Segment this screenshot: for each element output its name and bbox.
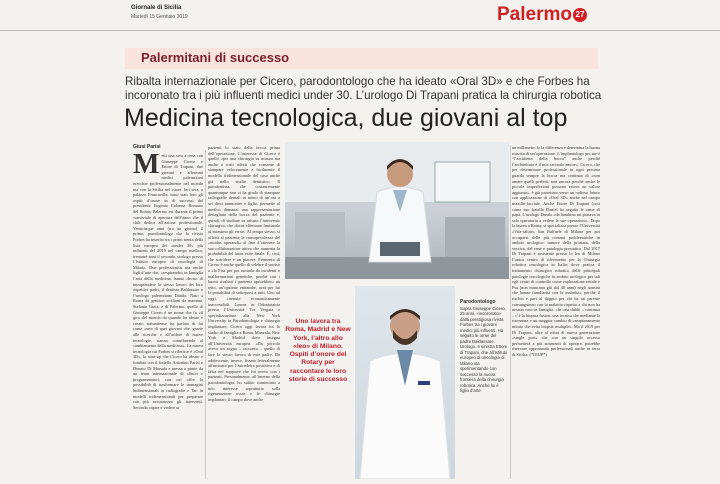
drop-cap: M (133, 153, 160, 180)
column-1-text: etti una sera a cena con Giuseppe Cicero e Ettore di Trapani, due giovani e affermati medici palermitani orecchie professionalmente nel mondo ma con la Sicilia nel cuore. Ieri sera, a palazzo Francavilla, sono stati loro gli ospiti d’onore in di successi del presidente Eugenio Colonna Romano del Rotary Palermo est durante il prima conviviale di apertura dell’anno che il club dedica all’azione professionale. Venticinque anni (tra un giorno) il primo, parodontologo che la rivista Forbes ha inserito tra i primi trenta della lista europea dei «under 30» più influenti del 2019 nel campo medico; trentatré anni il secondo, urologo presso l’Istituto europeo di oncologia di Milano. Due professionisti ma anche figli d’arte che, «respirando» in famiglia l’aria della medicina, hanno deciso di intraprendere lo stesso lavoro dei loro rispettivi padri, il dentista Baldassare e l’urologo palermitano Danilo. Nato a Roma da genitori siciliani da mamma, Stefania Gioia, e di Palermo, quello di Giuseppe Cicero è un nome che fa «il giro del mondo da quando ha ideato e creato statunitense ha parlato di lui come «uno di quei giovani che, grazie alle ricerche e all’ardore di nuove tecnologie, stanno contribuendo al cambiamento della medicina». La nuova tecnologia cui Forbes si riferisce è «Oral 3D», la start-up che Cicero ha ideato e fondato con il fratello Antonino Parisi e Donato Di Marsala e messa a punto da un team internazionale di clinici e programmatori; con cui offre la possibilità di trasformare le immagini bidimensionali in radiografie e Tac in modelli tridimensionali per preparare con più accuratezza gli interventi. Secondo capire e vedere ai (133, 153, 203, 410)
masthead (0, 0, 720, 31)
issue-date: Martedì 15 Gennaio 2019 (131, 14, 188, 20)
author-byline: Giusi Parisi (133, 144, 161, 150)
caption-text: Sopra Giuseppe Cicero, 25 anni, «incoronato» dalla prestigiosa rivista Forbes tra i giovani medici più influenti. Ha seguito le orme del padre Baldassare. Urologo. A sinistra Ettore di Trapani, che all’Istituto europeo di oncologia di Milano sta sperimentando con successo la nuova frontiera della chirurgia robotica. Anche lui è figlio d’arte (460, 305, 508, 393)
article-subhead: Ribalta internazionale per Cicero, parodontologo che ha ideato «Oral 3D» e che Forbes ha incoronato tra i più influenti medici under 30. L’urologo Di Trapani pratica la chirurgia robotica (125, 75, 602, 102)
photo-di-trapani-illustration (355, 286, 455, 479)
article-column-3: un millimetro fa la differenza e determina la buona riuscita di un’operazione. L’implantologo per me è “l’architetto della bocca” anche perché l’architettura è il mio secondo amore». Cicero, che per determinare professionale in ogni persona guarda sempre la bocca ma continua di «non amare quelli perfetti, non ancora perché anche le piccole imperfezioni possono essere un valore aggiunto», è già proiettato verso un radioso futuro con applicazione di «Oral 3D» anche nel campo maxillo-facciale. Anche Ettore Di Trapani (così come suo fratello Daniel ha seguito le orme di papà. L’urologo Danilo «da bambino mi portava in sala operatoria a vedere le sue operazioni». Dopo la laurea a Roma, si specializza presso l’Università «Vita-salute» San Raffaele di Milano per poi occuparsi delle più comuni problematiche in ambito urologico: tumore della prostata, della vescica, del rene e patologia prostatica. Dal 2017 Di Trapani è assistente presso lo Ieo di Milano l’unico centro di riferimento per la Chirurgia robotica oncologica in Italia: dove pratica il trattamento chirurgico robotico delle principali patologie oncologiche in ambito urologico per tali egli centri di controllo come esplorazione rettale e Psa (non mancano già dal 40 anni) negli uomini che hanno familiarità con la malattia», perché il rischio e pari al doppio per chi ha un parente consanguineo con la malattia rispetto a chi non ha nessun caso in famiglia. «In casi dubbi – continua – c’è la biopsia fusion, una tecnica che mediante la risonanza e un maggior cambio di campionamento mirato che evita biopsie multiple». Ma il 2019 per Di Trapani, oltre al robot di nuova generazione «single port» che con un singolo accesso permetterà a più strumenti di operare, potrebbe riservare opportunità professionali anche in terra di Sicilia. (*GIUP*) (512, 145, 600, 357)
article-column-2: pazienti lo stato della bocca prima dell’operazione. L’interesse di Cicero è quello «per una chirurgia su misura ma anche a costi ridotti che consente di stampare velocemente e facilmente il modello tridimensionale del caso anche già nello studio dentistico. Il parodontista, che costantemente quantunque non ci ha giudo di stampare radiografie dentali in meno di un’ora a sei dieci ammonire e figlio, permette al medico dinnanzi una rappresentazione dettagliata della bocca del paziente e, quindi, di studiare su misura l’intervento chirurgico che dovrà effettuare limitando al massimo gli errori. Al tempo stesso, si offrirà al paziente la consapevolezza del «modus operandi» al fine d’ottenere la sua collaborazione attiva che aumenta la probabilità del buon esito finale. È, così, che sorridere e un piacere. Fermento di Cicero è anche quello di celebre il sorriso a «la Pisa per poi ruotarla da incidenti o malformazioni genetiche, perché con i buoni risultati i pazienti aprirebbero un tetto, un’opzione entrambe, avrà per lui la possibilità di sottoporsi a tutti. Uno ad oggi, ritenute economicamente inaccessibili. Laurea in Odontoiatria presso l’Università Tor Vergata e specializzazione alla New York University in Parodontologia e chirurgia implantare, Cicero oggi lavora tra lo studio di famiglia a Roma, Manzala, New York e Madrid dove insegna all’Università europea. «Da piccolo avevo un sogno – racconta – quello di fare lo stesso lavoro di mio padre. Da adolescente, invece, fissato letteralmente affascinato per l’astrodeira posititiva e di falsa nel supporre che fui avevo con i pazienti. Personalmente, all’interno della parodontologia, ho subito cominciato a mio interesse soprattutto sulla rigenerazione ossea e le chirurgie implantari, il campo dove anche (208, 145, 280, 402)
article-column-1 (133, 153, 203, 479)
section-title: Palermo (497, 4, 572, 25)
page-number-badge: 27 (573, 8, 587, 22)
column-divider (205, 150, 206, 479)
photo-ettore-di-trapani (355, 286, 455, 479)
rubric-title: Palermitani di successo (141, 50, 290, 65)
column-divider (510, 145, 511, 479)
newspaper-name: Giornale di Sicilia (131, 5, 182, 11)
pull-quote: Uno lavora tra Roma, Madrid e New York, l’altro allo «Ieo» di Milano. Ospiti d’onore del Rotary per raccontare le loro storie di successo (285, 318, 351, 384)
photo-caption (460, 300, 508, 394)
photo-giuseppe-cicero (285, 142, 509, 279)
photo-cicero-illustration (285, 142, 509, 279)
article-headline: Medicina tecnologica, due giovani al top (124, 104, 568, 132)
caption-title: Parodontologo (460, 299, 496, 305)
